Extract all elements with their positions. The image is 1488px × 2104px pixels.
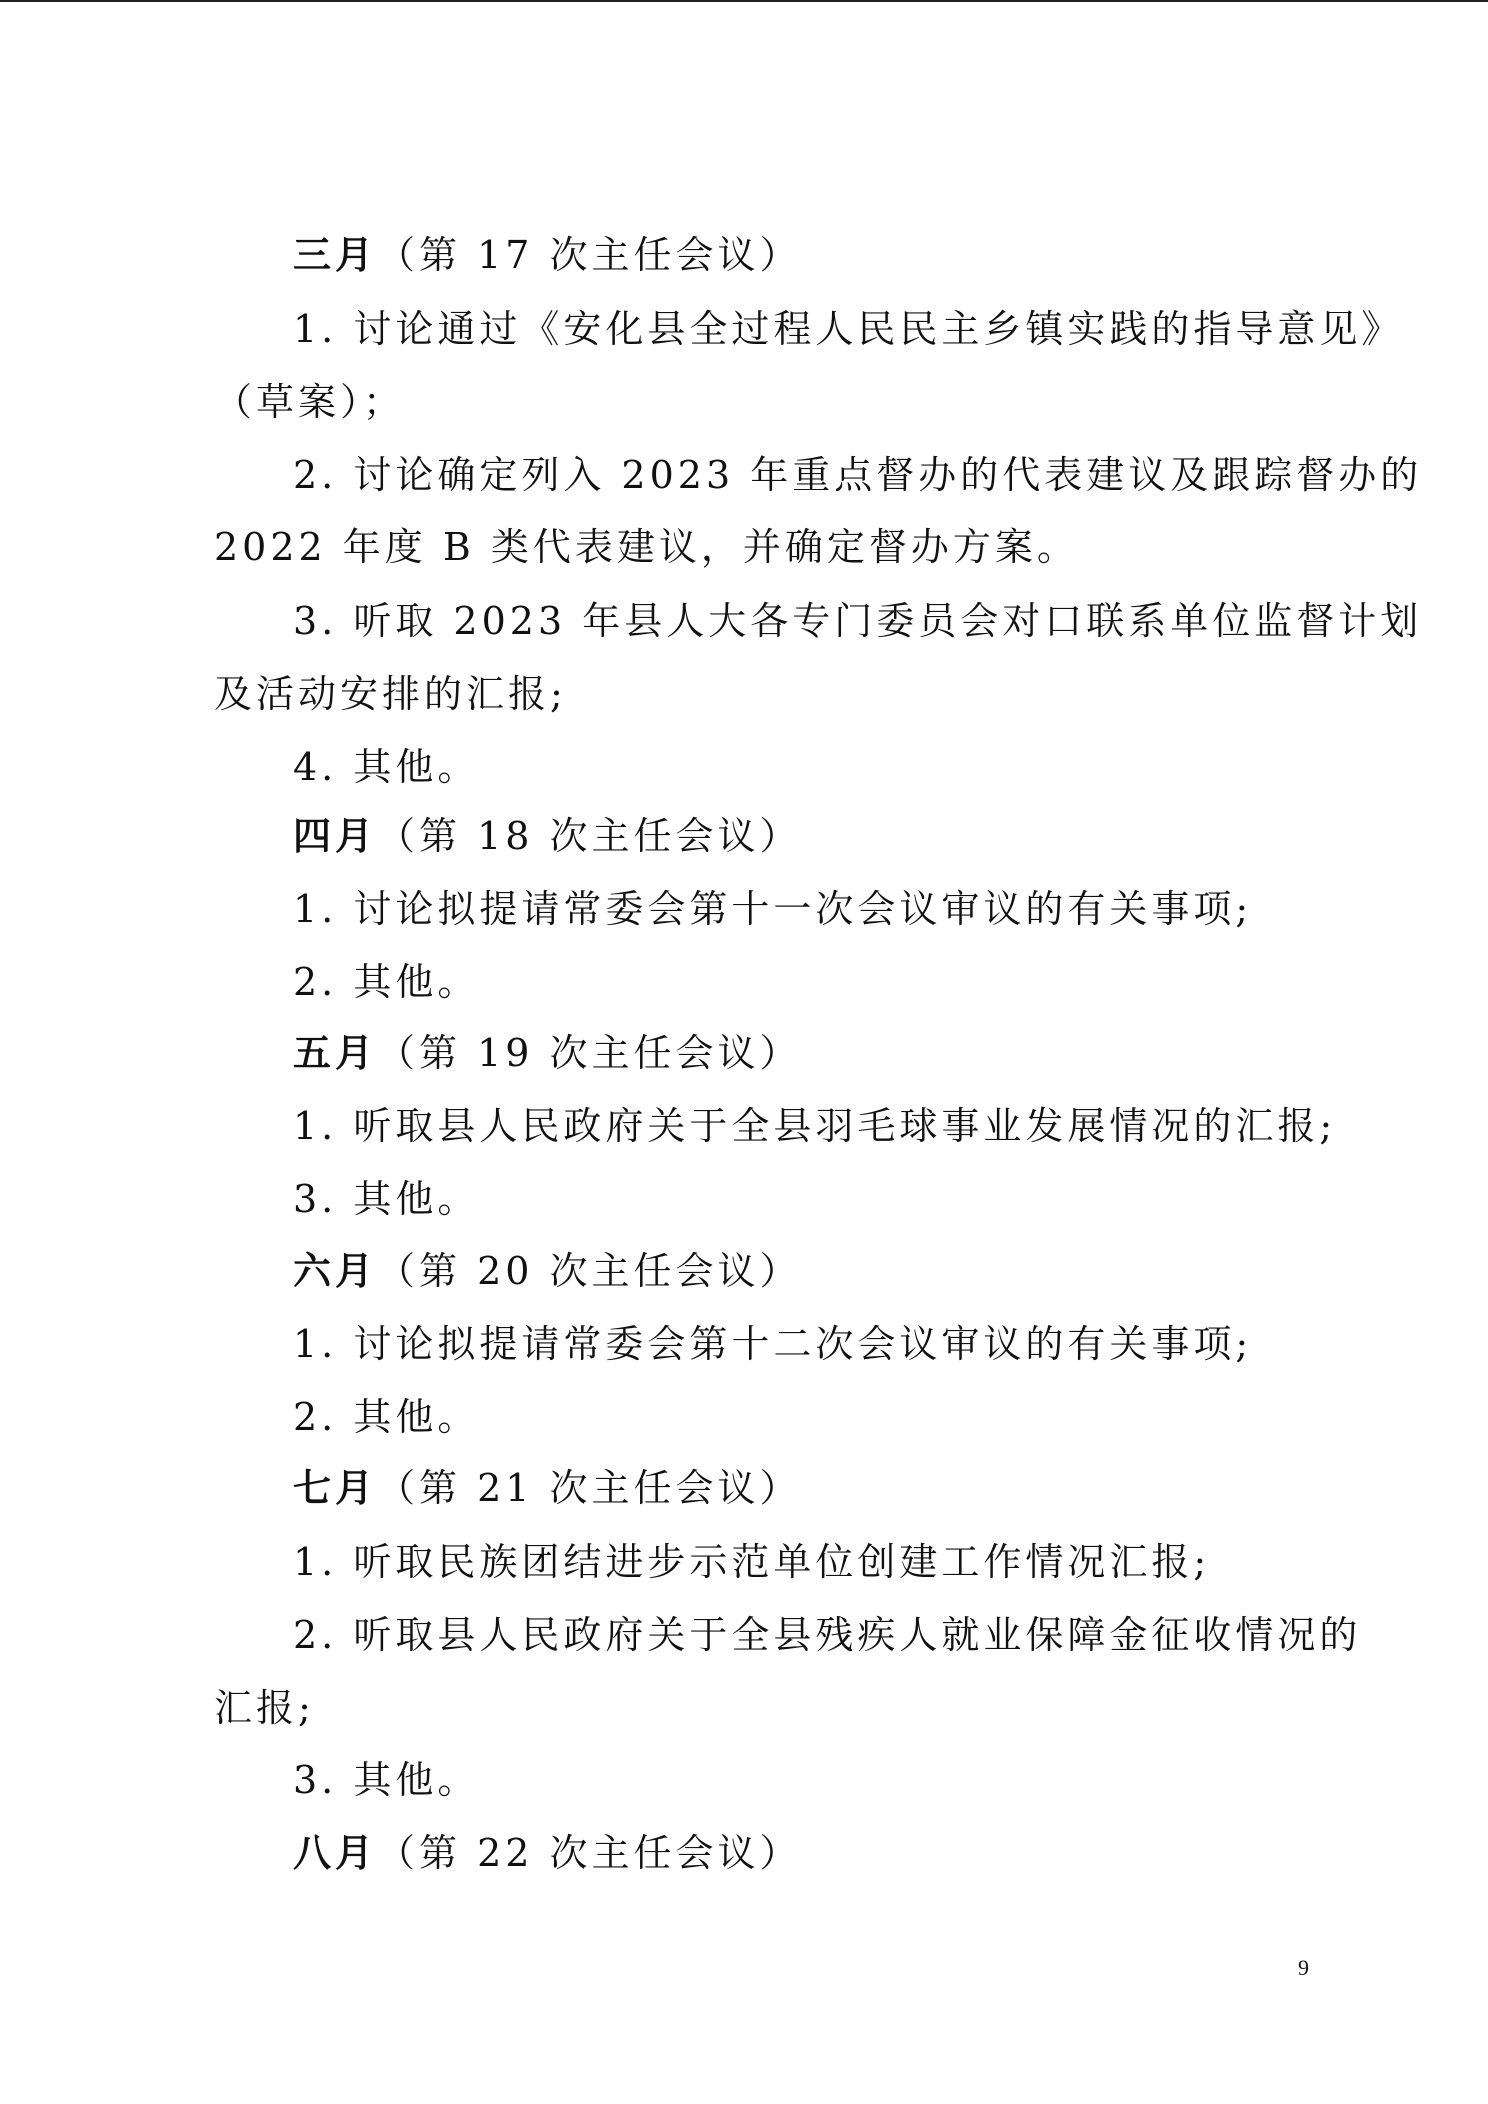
agenda-item: 1. 讨论拟提请常委会第十一次会议审议的有关事项; xyxy=(293,887,1253,931)
agenda-item: 2. 其他。 xyxy=(293,1395,480,1439)
month-label: 七月 xyxy=(293,1465,378,1510)
meeting-label: （第 19 次主任会议） xyxy=(377,1031,802,1075)
meeting-label: （第 22 次主任会议） xyxy=(377,1831,802,1875)
meeting-label: （第 17 次主任会议） xyxy=(377,233,802,277)
month-heading-july xyxy=(293,1462,802,1514)
month-heading-may xyxy=(293,1027,802,1079)
meeting-label: （第 18 次主任会议） xyxy=(377,814,802,858)
page-number: 9 xyxy=(1298,1955,1309,1980)
agenda-item-continuation: 汇报; xyxy=(214,1686,315,1730)
month-label: 八月 xyxy=(293,1830,378,1875)
month-label: 六月 xyxy=(293,1248,378,1293)
month-heading-april xyxy=(293,810,802,862)
agenda-item: 3. 其他。 xyxy=(293,1177,480,1221)
agenda-item: 1. 听取县人民政府关于全县羽毛球事业发展情况的汇报; xyxy=(293,1104,1337,1148)
agenda-item: 1. 听取民族团结进步示范单位创建工作情况汇报; xyxy=(293,1540,1211,1584)
agenda-item-continuation: 2022 年度 B 类代表建议，并确定督办方案。 xyxy=(214,525,1079,569)
meeting-label: （第 20 次主任会议） xyxy=(377,1249,802,1293)
page-top-border xyxy=(0,0,1488,2)
agenda-item-continuation: 及活动安排的汇报; xyxy=(214,672,567,716)
month-label: 四月 xyxy=(293,813,378,858)
agenda-item: 2. 听取县人民政府关于全县残疾人就业保障金征收情况的 xyxy=(293,1613,1362,1657)
agenda-item-continuation: （草案）； xyxy=(214,380,406,424)
month-label: 三月 xyxy=(293,232,378,277)
month-heading-august xyxy=(293,1827,802,1879)
month-label: 五月 xyxy=(293,1030,378,1075)
agenda-item: 1. 讨论通过《安化县全过程人民民主乡镇实践的指导意见》 xyxy=(293,307,1404,351)
agenda-item: 1. 讨论拟提请常委会第十二次会议审议的有关事项; xyxy=(293,1322,1253,1366)
month-heading-march xyxy=(293,229,802,281)
agenda-item: 2. 其他。 xyxy=(293,960,480,1004)
agenda-item: 3. 其他。 xyxy=(293,1758,480,1802)
agenda-item: 3. 听取 2023 年县人大各专门委员会对口联系单位监督计划 xyxy=(293,599,1423,643)
meeting-label: （第 21 次主任会议） xyxy=(377,1466,802,1510)
month-heading-june xyxy=(293,1245,802,1297)
agenda-item: 2. 讨论确定列入 2023 年重点督办的代表建议及跟踪督办的 xyxy=(293,453,1423,497)
agenda-item: 4. 其他。 xyxy=(293,745,480,789)
